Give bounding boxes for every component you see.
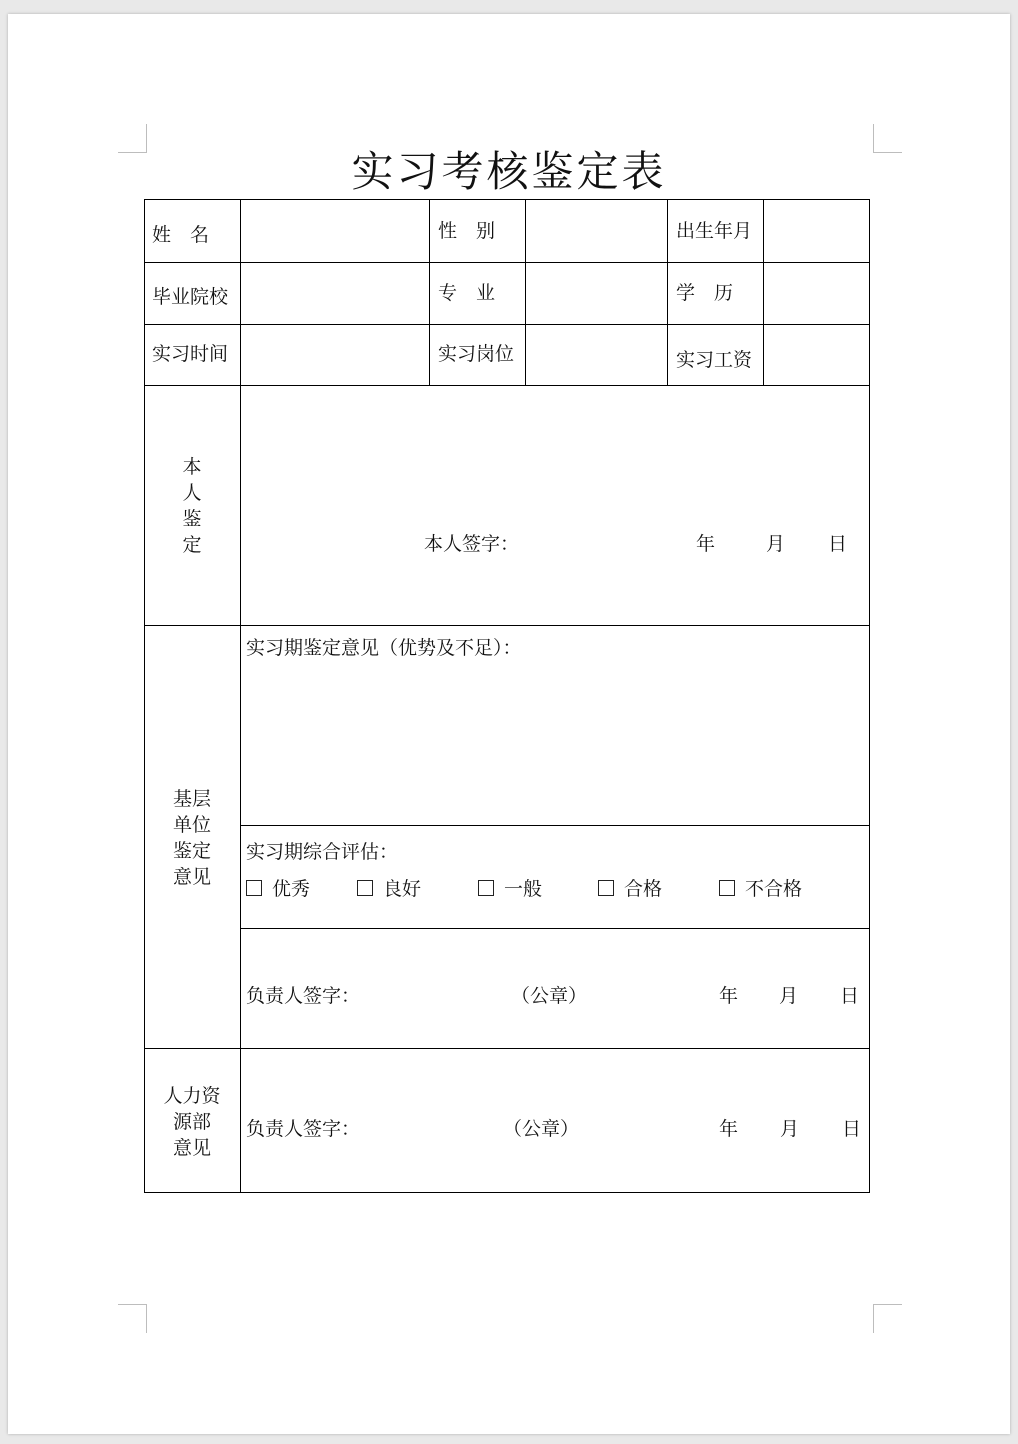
unit-signature-label: 负责人签字： bbox=[246, 985, 361, 1007]
unit-date-day: 日 bbox=[840, 985, 860, 1007]
option-average[interactable]: 一般 bbox=[478, 878, 542, 900]
salary-label: 实习工资 bbox=[676, 349, 753, 371]
period-label: 实习时间 bbox=[152, 343, 229, 365]
self-signature-label: 本人签字： bbox=[424, 533, 520, 555]
major-field[interactable] bbox=[525, 268, 667, 318]
self-date-month: 月 bbox=[766, 533, 786, 555]
major-label: 专 业 bbox=[438, 282, 496, 304]
checkbox-icon bbox=[357, 880, 373, 896]
self-assessment-area[interactable] bbox=[248, 394, 860, 524]
birth-field[interactable] bbox=[763, 206, 869, 256]
gender-label: 性 别 bbox=[438, 220, 496, 242]
salary-field[interactable] bbox=[763, 330, 869, 380]
name-field[interactable] bbox=[240, 206, 429, 256]
birth-label: 出生年月 bbox=[676, 220, 753, 242]
checkbox-icon bbox=[478, 880, 494, 896]
hr-date-day: 日 bbox=[842, 1118, 862, 1140]
unit-seal: （公章） bbox=[511, 985, 588, 1007]
self-assessment-label: 本 人 鉴 定 bbox=[182, 456, 202, 556]
option-excellent[interactable]: 优秀 bbox=[246, 878, 310, 900]
self-date-year: 年 bbox=[696, 533, 716, 555]
education-field[interactable] bbox=[763, 268, 869, 318]
period-field[interactable] bbox=[240, 330, 429, 380]
post-field[interactable] bbox=[525, 330, 667, 380]
unit-date-month: 月 bbox=[779, 985, 799, 1007]
hr-seal: （公章） bbox=[503, 1118, 580, 1140]
school-label: 毕业院校 bbox=[152, 286, 229, 308]
checkbox-icon bbox=[246, 880, 262, 896]
checkbox-icon bbox=[719, 880, 735, 896]
checkbox-icon bbox=[598, 880, 614, 896]
self-date-day: 日 bbox=[828, 533, 848, 555]
hr-opinion-label: 人力资 源部 意见 bbox=[163, 1085, 221, 1159]
option-pass[interactable]: 合格 bbox=[598, 878, 662, 900]
page-title: 实习考核鉴定表 bbox=[351, 147, 667, 196]
unit-opinion-label: 基层 单位 鉴定 意见 bbox=[172, 788, 211, 888]
document-page bbox=[8, 14, 1010, 1434]
option-fail[interactable]: 不合格 bbox=[719, 878, 802, 900]
evaluation-table bbox=[8, 14, 1010, 1434]
hr-signature-label: 负责人签字： bbox=[246, 1118, 361, 1140]
education-label: 学 历 bbox=[676, 282, 734, 304]
opinion-label: 实习期鉴定意见（优势及不足）： bbox=[246, 637, 522, 659]
option-good[interactable]: 良好 bbox=[357, 878, 421, 900]
hr-date-year: 年 bbox=[719, 1118, 739, 1140]
post-label: 实习岗位 bbox=[438, 343, 515, 365]
unit-date-year: 年 bbox=[719, 985, 739, 1007]
opinion-area[interactable] bbox=[248, 664, 860, 814]
evaluation-label: 实习期综合评估： bbox=[246, 841, 399, 863]
hr-date-month: 月 bbox=[780, 1118, 800, 1140]
gender-field[interactable] bbox=[525, 206, 667, 256]
school-field[interactable] bbox=[240, 268, 429, 318]
name-label: 姓 名 bbox=[152, 224, 210, 246]
